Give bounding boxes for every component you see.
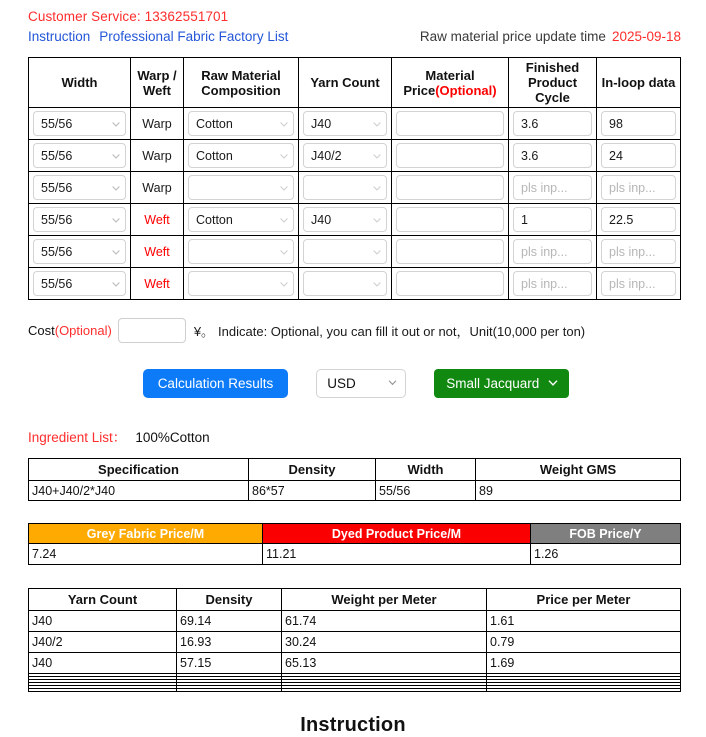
header-links-row [28,28,706,45]
col-header-width: Width [29,58,131,108]
material-price-input[interactable] [396,271,504,296]
yarn-detail-cell: J40/2 [29,632,177,653]
col-header-warp-weft: Warp / Weft [131,58,184,108]
in-loop-data-input[interactable] [601,111,676,136]
page-header [0,0,706,45]
specification-table-col-header: Weight GMS [476,459,681,481]
yarn-detail-col-header: Density [177,589,282,611]
cell-width [29,108,131,140]
chevron-down-icon [372,119,381,128]
chevron-down-icon [111,215,120,224]
grid-row [29,108,681,140]
cell-composition [184,172,299,204]
in-loop-data-input[interactable] [601,143,676,168]
cell-warp-weft: Weft [131,268,184,300]
yarn-detail-body [29,611,681,692]
cost-currency-symbol: ¥。 [193,324,215,339]
yarn-detail-row [29,611,681,632]
material-price-input[interactable] [396,111,504,136]
price-summary-cell: 11.21 [263,544,531,565]
yarn-count-select[interactable] [303,175,387,200]
width-select-value: 55/56 [41,180,73,195]
specification-table-body [29,481,681,501]
cell-material-price [392,108,509,140]
fabric-input-grid-wrapper [28,57,680,300]
in-loop-data-input[interactable] [601,175,676,200]
chevron-down-icon [111,183,120,192]
cell-width [29,236,131,268]
width-select-value: 55/56 [41,148,73,163]
cost-note: Indicate: Optional, you can fill it out or not，Unit(10,000 per ton) [218,324,586,339]
specification-table-header-row [29,459,681,481]
grid-body [29,108,681,300]
composition-select-value: Cotton [196,212,233,227]
width-select-value: 55/56 [41,116,73,131]
width-select[interactable] [33,175,126,200]
yarn-detail-cell: 30.24 [282,632,487,653]
currency-select-value: USD [327,376,356,391]
price-summary-col-header: FOB Price/Y [531,524,681,544]
finished-product-cycle-value: 3.6 [521,116,539,131]
instruction-link[interactable]: Instruction [28,29,91,44]
finished-product-cycle-value: pls inp... [521,244,568,259]
cell-yarn-count [299,204,392,236]
footer-instruction-title: Instruction [300,714,406,736]
yarn-detail-cell: 61.74 [282,611,487,632]
cell-in-loop-data [597,268,681,300]
yarn-detail-cell: 57.15 [177,653,282,674]
cell-in-loop-data [597,204,681,236]
chevron-down-icon [372,183,381,192]
grid-row [29,268,681,300]
material-price-input[interactable] [396,143,504,168]
price-summary-header-row [29,524,681,544]
cell-finished-product-cycle [509,236,597,268]
specification-table-cell: 89 [476,481,681,501]
in-loop-data-value: 24 [609,148,623,163]
material-price-input[interactable] [396,207,504,232]
grid-row [29,172,681,204]
cell-width [29,140,131,172]
width-select[interactable] [33,207,126,232]
fabric-input-grid [28,57,681,300]
composition-select[interactable] [188,271,294,296]
price-summary-cell: 7.24 [29,544,263,565]
width-select[interactable] [33,239,126,264]
finished-product-cycle-input[interactable] [513,207,592,232]
specification-table-col-header: Width [376,459,476,481]
grid-header-row [29,58,681,108]
chevron-down-icon [279,247,288,256]
yarn-detail-empty-row [29,689,681,692]
chevron-down-icon [547,376,559,391]
finished-product-cycle-input[interactable] [513,271,592,296]
cell-width [29,204,131,236]
cost-input[interactable] [118,318,186,343]
yarn-detail-col-header: Yarn Count [29,589,177,611]
cost-row [28,318,706,343]
cell-warp-weft: Weft [131,236,184,268]
in-loop-data-value: 22.5 [609,212,634,227]
specification-table-cell: 86*57 [249,481,376,501]
chevron-down-icon [279,279,288,288]
yarn-detail-empty-cell [487,689,681,692]
cell-in-loop-data [597,172,681,204]
finished-product-cycle-value: pls inp... [521,180,568,195]
cell-material-price [392,204,509,236]
material-price-input[interactable] [396,175,504,200]
cell-material-price [392,140,509,172]
chevron-down-icon [111,119,120,128]
cell-composition [184,108,299,140]
cell-warp-weft: Warp [131,172,184,204]
composition-select[interactable] [188,111,294,136]
specification-table-col-header: Specification [29,459,249,481]
specification-table-cell: 55/56 [376,481,476,501]
yarn-detail-table [28,588,681,692]
specification-table-row [29,481,681,501]
yarn-detail-header-row [29,589,681,611]
yarn-detail-cell: 0.79 [487,632,681,653]
cell-yarn-count [299,140,392,172]
yarn-detail-cell: J40 [29,653,177,674]
chevron-down-icon [111,247,120,256]
yarn-detail-cell: 1.61 [487,611,681,632]
yarn-detail-cell: 65.13 [282,653,487,674]
factory-list-link[interactable]: Professional Fabric Factory List [99,29,289,44]
cell-material-price [392,172,509,204]
width-select[interactable] [33,111,126,136]
cell-yarn-count [299,236,392,268]
composition-select-value: Cotton [196,116,233,131]
yarn-count-select-value: J40 [311,212,332,227]
cell-yarn-count [299,108,392,140]
currency-select[interactable] [316,369,406,398]
cell-composition [184,268,299,300]
in-loop-data-input[interactable] [601,239,676,264]
fabric-type-value: Small Jacquard [446,376,540,391]
finished-product-cycle-input[interactable] [513,111,592,136]
price-summary-cell: 1.26 [531,544,681,565]
width-select[interactable] [33,143,126,168]
yarn-detail-cell: 16.93 [177,632,282,653]
width-select-value: 55/56 [41,244,73,259]
cell-material-price [392,268,509,300]
chevron-down-icon [279,151,288,160]
price-update-label: Raw material price update time [419,29,606,44]
yarn-detail-empty-cell [29,689,177,692]
width-select-value: 55/56 [41,276,73,291]
finished-product-cycle-input[interactable] [513,143,592,168]
cell-warp-weft: Weft [131,204,184,236]
in-loop-data-input[interactable] [601,271,676,296]
price-summary-body [29,544,681,565]
yarn-detail-empty-cell [282,689,487,692]
cell-width [29,268,131,300]
grid-row [29,236,681,268]
col-header-raw-material-composition: Raw Material Composition [184,58,299,108]
col-header-yarn-count: Yarn Count [299,58,392,108]
cell-yarn-count [299,268,392,300]
finished-product-cycle-value: 3.6 [521,148,539,163]
yarn-count-select[interactable] [303,207,387,232]
in-loop-data-value: 98 [609,116,623,131]
yarn-detail-cell: J40 [29,611,177,632]
yarn-count-select[interactable] [303,111,387,136]
yarn-count-select-value: J40/2 [311,148,342,163]
calculation-results-button[interactable]: Calculation Results [143,369,289,398]
finished-product-cycle-input[interactable] [513,239,592,264]
price-summary-table [28,523,681,565]
cell-composition [184,204,299,236]
ingredient-list-row [28,426,706,446]
yarn-count-select[interactable] [303,239,387,264]
yarn-detail-row [29,632,681,653]
yarn-detail-cell: 69.14 [177,611,282,632]
chevron-down-icon [372,215,381,224]
cell-composition [184,140,299,172]
actions-row [0,369,706,398]
in-loop-data-input[interactable] [601,207,676,232]
yarn-detail-empty-cell [177,689,282,692]
chevron-down-icon [279,119,288,128]
yarn-count-select-value: J40 [311,116,332,131]
cost-optional-label: (Optional) [54,323,112,338]
cell-warp-weft: Warp [131,108,184,140]
yarn-detail-row [29,653,681,674]
customer-service-text: Customer Service: 13362551701 [28,9,229,24]
composition-select[interactable] [188,143,294,168]
chevron-down-icon [111,151,120,160]
width-select[interactable] [33,271,126,296]
cell-yarn-count [299,172,392,204]
cell-material-price [392,236,509,268]
cell-finished-product-cycle [509,140,597,172]
cell-finished-product-cycle [509,108,597,140]
yarn-detail-col-header: Price per Meter [487,589,681,611]
cost-label: Cost [28,323,55,338]
price-summary-col-header: Grey Fabric Price/M [29,524,263,544]
ingredient-list-value: 100%Cotton [135,430,210,445]
cell-finished-product-cycle [509,172,597,204]
price-summary-row [29,544,681,565]
price-update-date: 2025-09-18 [611,29,681,44]
col-header-finished-product-cycle: Finished Product Cycle [509,58,597,108]
specification-table-col-header: Density [249,459,376,481]
cell-finished-product-cycle [509,268,597,300]
chevron-down-icon [372,279,381,288]
grid-row [29,140,681,172]
chevron-down-icon [111,279,120,288]
chevron-down-icon [372,247,381,256]
yarn-detail-cell: 1.69 [487,653,681,674]
chevron-down-icon [279,183,288,192]
price-summary-col-header: Dyed Product Price/M [263,524,531,544]
finished-product-cycle-value: 1 [521,212,528,227]
yarn-detail-col-header: Weight per Meter [282,589,487,611]
width-select-value: 55/56 [41,212,73,227]
fabric-type-select[interactable] [434,369,569,398]
finished-product-cycle-value: pls inp... [521,276,568,291]
composition-select[interactable] [188,207,294,232]
col-header-material-price: Material Price(Optional) [392,58,509,108]
specification-table-cell: J40+J40/2*J40 [29,481,249,501]
grid-row [29,204,681,236]
ingredient-list-label: Ingredient List： [28,430,127,445]
cell-warp-weft: Warp [131,140,184,172]
in-loop-data-value: pls inp... [609,244,656,259]
composition-select-value: Cotton [196,148,233,163]
in-loop-data-value: pls inp... [609,180,656,195]
col-header-in-loop-data: In-loop data [597,58,681,108]
material-price-input[interactable] [396,239,504,264]
cell-composition [184,236,299,268]
chevron-down-icon [387,375,398,390]
cell-in-loop-data [597,108,681,140]
specification-table [28,458,681,501]
chevron-down-icon [372,151,381,160]
chevron-down-icon [279,215,288,224]
finished-product-cycle-input[interactable] [513,175,592,200]
composition-select[interactable] [188,239,294,264]
cell-width [29,172,131,204]
cell-in-loop-data [597,140,681,172]
yarn-count-select[interactable] [303,143,387,168]
composition-select[interactable] [188,175,294,200]
in-loop-data-value: pls inp... [609,276,656,291]
cell-in-loop-data [597,236,681,268]
cell-finished-product-cycle [509,204,597,236]
price-update-info [420,28,706,45]
yarn-count-select[interactable] [303,271,387,296]
